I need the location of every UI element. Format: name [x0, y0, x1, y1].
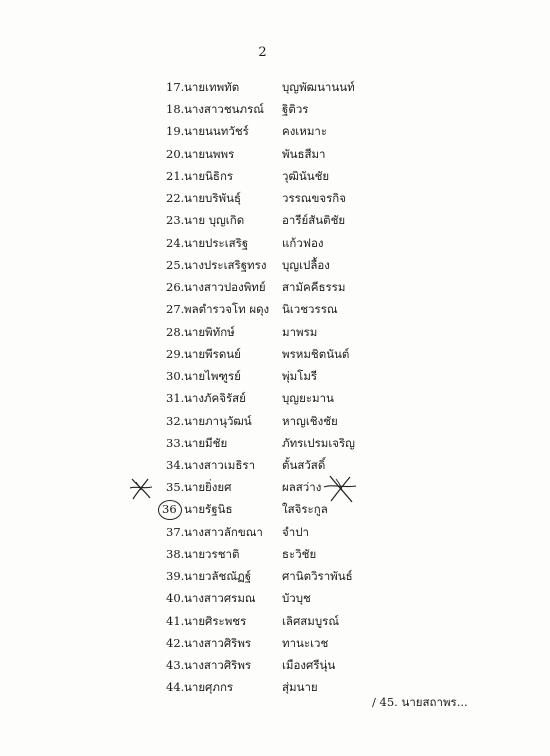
list-item: [0, 521, 550, 543]
list-item: [0, 187, 550, 209]
entry-given-name: นางสาวชนภรณ์: [184, 102, 264, 117]
entry-given-name: นายมีชัย: [184, 435, 228, 450]
entry-given-name: นายพิทักษ์: [184, 324, 235, 339]
entry-given-name: นายยิ่งยศ: [184, 480, 232, 495]
entry-number: 39.: [166, 569, 185, 584]
entry-number: 28.: [166, 324, 185, 339]
entry-number: 20.: [166, 146, 185, 161]
entry-given-name: นางสาวลักขณา: [184, 524, 263, 539]
entry-surname: พุ่มโมรี: [282, 369, 318, 384]
entry-surname: นิเวชวรรณ: [282, 302, 338, 317]
entry-number: 33.: [166, 435, 185, 450]
continuation-note: / 45. นายสถาพร...: [372, 695, 468, 709]
entry-given-name: นายบริพันธุ์: [184, 191, 241, 206]
list-item: [0, 143, 550, 165]
entry-number: 19.: [166, 124, 185, 139]
entry-surname: บุญพัฒนานนท์: [282, 80, 355, 94]
list-item: [0, 543, 550, 565]
entry-number: 29.: [166, 346, 185, 361]
entry-given-name: นางสาวศรมณ: [184, 591, 256, 606]
entry-number: 23.: [166, 213, 185, 228]
entry-surname: ศานิตวิราพันธ์: [282, 569, 353, 584]
list-item: [0, 98, 550, 120]
entry-given-name: นายศิระพชร: [184, 613, 247, 628]
entry-number: 30.: [166, 369, 185, 384]
list-item: [0, 454, 550, 476]
entry-given-name: นางสาวปองพิทย์: [184, 280, 266, 295]
entry-given-name: นายเทพทัต: [184, 80, 240, 94]
entry-given-name: นาย บุญเกิด: [184, 213, 245, 228]
entry-number: 21.: [166, 168, 185, 183]
entry-number: 31.: [166, 391, 185, 406]
entry-surname: ธะวิชัย: [282, 546, 317, 561]
list-item: [0, 610, 550, 632]
entry-surname: บุญยะมาน: [282, 391, 334, 406]
entry-number: 42.: [166, 635, 185, 650]
entry-surname: ใสจิระกูล: [282, 502, 328, 517]
list-item: [0, 165, 550, 187]
entry-number: 35.: [166, 480, 185, 495]
entry-given-name: นางภัคจิรัสย์: [184, 391, 246, 406]
entry-number: 17.: [166, 80, 185, 94]
entry-given-name: พลตำรวจโท ผดุง: [184, 302, 270, 317]
entry-number: 26.: [166, 280, 185, 295]
entry-surname: จำปา: [282, 524, 309, 539]
entry-given-name: นางสาวศิริพร: [184, 658, 252, 673]
entry-number: 27.: [166, 302, 185, 317]
entry-surname: บุญเปลื้อง: [282, 257, 330, 272]
entry-surname: ภัทรเปรมเจริญ: [282, 435, 355, 450]
entry-number: 18.: [166, 102, 185, 117]
entry-given-name: นายวรชาติ: [184, 546, 240, 561]
entry-given-name: นายศุภกร: [184, 680, 234, 695]
list-item: [0, 232, 550, 254]
list-item: [0, 565, 550, 587]
entry-number: 34.: [166, 457, 185, 472]
handwritten-mark-right: [322, 474, 358, 504]
entry-surname: ตั้นสวัสดิ์: [282, 457, 326, 472]
list-item: [0, 365, 550, 387]
list-item: [0, 120, 550, 142]
list-item: [0, 654, 550, 676]
entry-surname: มาพรม: [282, 324, 318, 339]
list-item: [0, 343, 550, 365]
entry-given-name: นายนิธิกร: [184, 168, 234, 183]
entry-given-name: นางประเสริฐทรง: [184, 257, 267, 272]
entry-number: 44.: [166, 680, 185, 695]
entry-surname: เลิศสมบูรณ์: [282, 613, 340, 628]
entry-given-name: นายนนทวัชร์: [184, 124, 249, 139]
entry-given-name: นายนพพร: [184, 146, 235, 161]
entry-given-name: นายประเสริฐ: [184, 235, 249, 250]
entry-number: 24.: [166, 235, 185, 250]
entry-surname: พรหมชิตนันต์: [282, 346, 350, 361]
entry-surname: ผลสว่าง: [282, 480, 322, 495]
entry-surname: วรรณขจรกิจ: [282, 191, 346, 206]
list-item: [0, 76, 550, 98]
list-item: [0, 321, 550, 343]
handwritten-mark-left: [128, 476, 154, 502]
entry-number: 32.: [166, 413, 185, 428]
entry-number: 38.: [166, 546, 185, 561]
list-item: [0, 276, 550, 298]
entry-number: 41.: [166, 613, 185, 628]
entry-given-name: นางสาวศิริพร: [184, 635, 252, 650]
entry-surname: เมืองศรีนุ่น: [282, 658, 336, 673]
entry-surname: บัวบุช: [282, 591, 311, 606]
entry-number: 36: [162, 502, 177, 517]
page-number: 2: [258, 45, 267, 60]
entry-given-name: นางสาวเมธิรา: [184, 457, 256, 472]
entry-surname: คงเหมาะ: [282, 124, 328, 139]
list-item: [0, 254, 550, 276]
list-item: [0, 632, 550, 654]
entry-surname: สามัคคีธรรม: [282, 280, 346, 295]
list-item: [0, 498, 550, 520]
entry-surname: หาญเชิงชัย: [282, 413, 338, 428]
entry-given-name: นายภานุวัฒน์: [184, 413, 252, 428]
entry-number: 40.: [166, 591, 185, 606]
entry-surname: แก้วฟอง: [282, 235, 324, 250]
entry-surname: พันธสีมา: [282, 146, 326, 161]
list-item: [0, 209, 550, 231]
entry-given-name: นายวลัชณัฏฐ์: [184, 569, 252, 584]
entry-number: 25.: [166, 257, 185, 272]
entry-number: 43.: [166, 658, 185, 673]
list-item: [0, 432, 550, 454]
entry-number: 37.: [166, 524, 185, 539]
entry-number: 22.: [166, 191, 185, 206]
list-item: [0, 387, 550, 409]
entry-given-name: นายรัฐนิธ: [184, 502, 233, 517]
list-item: [0, 476, 550, 498]
name-list: [0, 76, 550, 699]
list-item: [0, 298, 550, 320]
entry-surname: ฐิติวร: [282, 102, 309, 117]
entry-surname: สุ่มนาย: [282, 680, 318, 695]
entry-given-name: นายพีรดนย์: [184, 346, 241, 361]
list-item: [0, 587, 550, 609]
entry-surname: ทานะเวช: [282, 635, 329, 650]
entry-surname: อารีย์สันติชัย: [282, 213, 346, 228]
entry-given-name: นายไพฑูรย์: [184, 369, 241, 384]
list-item: [0, 410, 550, 432]
entry-surname: วุฒินันชัย: [282, 168, 330, 183]
